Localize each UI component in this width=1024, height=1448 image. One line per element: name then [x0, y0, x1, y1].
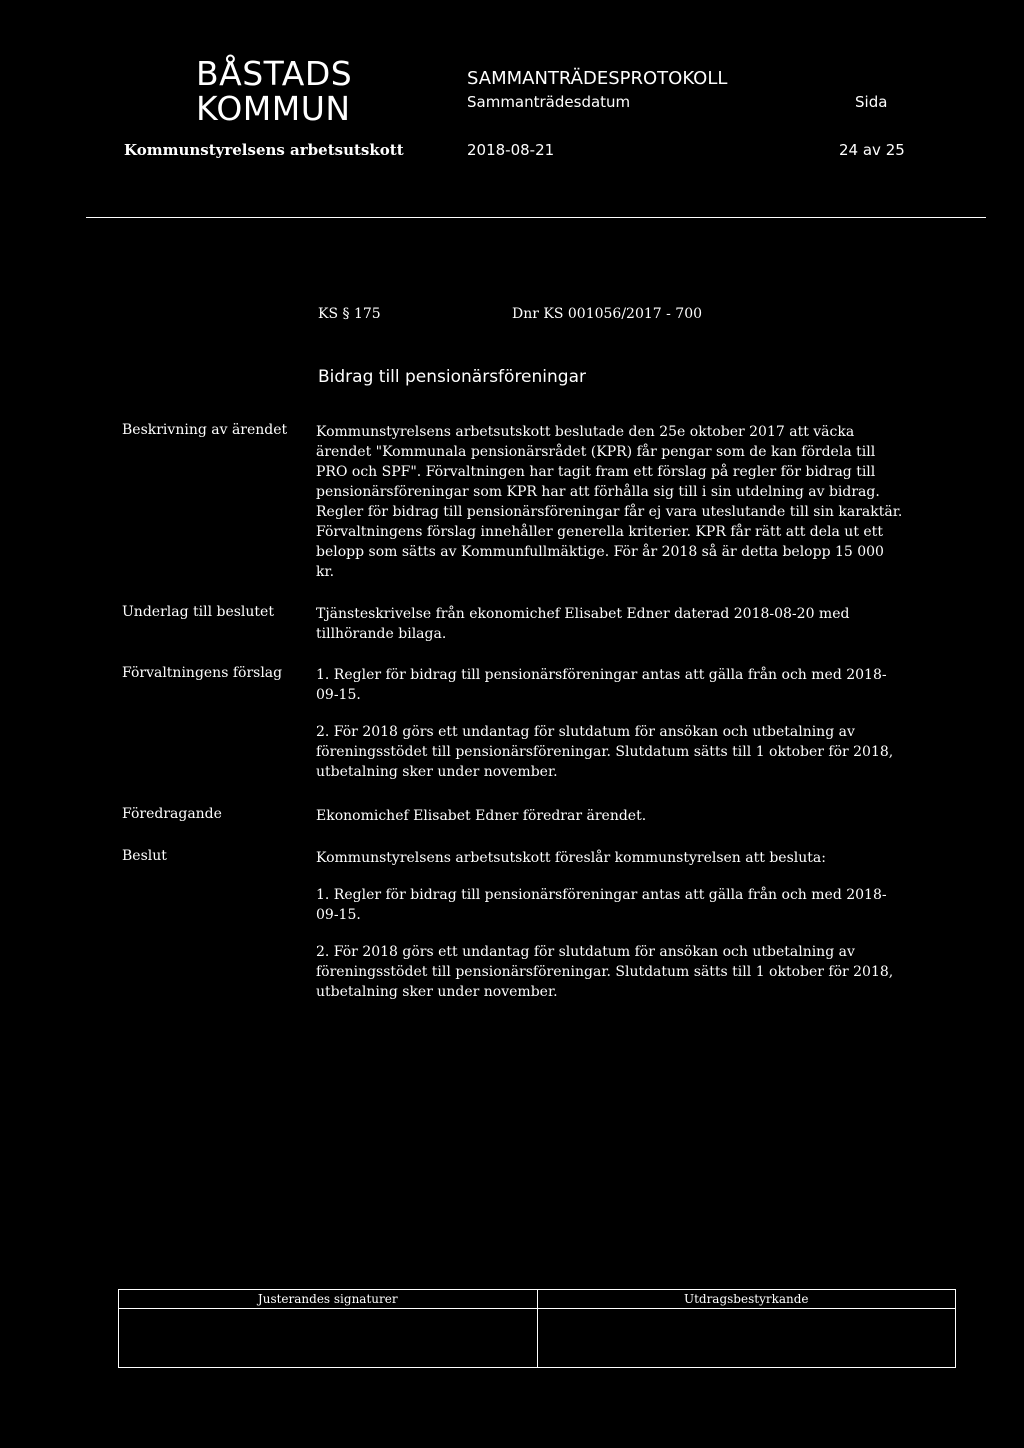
municipality-logo-line2: KOMMUN	[196, 89, 351, 128]
extract-header: Utdragsbestyrkande	[537, 1290, 956, 1309]
signature-table	[118, 1289, 956, 1368]
proposal-item-1: 1. Regler för bidrag till pensionärsföreningar antas att gälla från och med 2018-09-15.	[316, 667, 887, 703]
header-divider	[86, 217, 986, 218]
content-description	[316, 422, 906, 582]
label-decision: Beslut	[122, 848, 167, 864]
page-label: Sida	[855, 93, 888, 111]
decision-intro: Kommunstyrelsens arbetsutskott föreslår kommunstyrelsen att besluta:	[316, 850, 826, 866]
meeting-date-label: Sammanträdesdatum	[467, 93, 631, 111]
document-type: SAMMANTRÄDESPROTOKOLL	[467, 68, 728, 89]
meeting-date-value: 2018-08-21	[467, 141, 555, 159]
paragraph-number: KS § 175	[318, 306, 381, 322]
extract-field	[537, 1309, 956, 1368]
section-title: Bidrag till pensionärsföreningar	[318, 367, 586, 387]
organization-name: Kommunstyrelsens arbetsutskott	[124, 141, 404, 159]
label-description: Beskrivning av ärendet	[122, 422, 288, 438]
page-number-value: 24 av 25	[839, 141, 905, 159]
municipality-logo-line1: BÅSTADS	[196, 54, 353, 93]
content-basis	[316, 604, 906, 644]
signatures-header: Justerandes signaturer	[119, 1290, 538, 1309]
label-basis: Underlag till beslutet	[122, 604, 274, 620]
label-presenter: Föredragande	[122, 806, 222, 822]
description-text: Kommunstyrelsens arbetsutskott beslutade den 25e oktober 2017 att väcka ärendet "Kommunala pensionärsrådet (KPR) får pengar som de kan fördela till PRO och SPF". Förvaltningen har tagit fram ett förslag på regler för bidrag till pensionärsföreningar som KPR har att förhålla sig till i sin utdelning av bidrag. Regler för bidrag till pensionärsföreningar får ej vara uteslutande till sin karaktär. Förvaltningens förslag innehåller generella kriterier. KPR får rätt att dela ut ett belopp som sätts av Kommunfullmäktige. För år 2018 så är detta belopp 15 000 kr.	[316, 424, 903, 580]
label-administration-proposal: Förvaltningens förslag	[122, 665, 283, 681]
registration-number: Dnr KS 001056/2017 - 700	[512, 306, 703, 322]
content-administration-proposal	[316, 665, 906, 782]
content-presenter	[316, 806, 906, 826]
presenter-text: Ekonomichef Elisabet Edner föredrar ärendet.	[316, 808, 647, 824]
decision-item-2: 2. För 2018 görs ett undantag för slutdatum för ansökan och utbetalning av föreningsstödet till pensionärsföreningar. Slutdatum sätts till 1 oktober för 2018, utbetalning sker under november.	[316, 944, 894, 1000]
signatures-field	[119, 1309, 538, 1368]
basis-text: Tjänsteskrivelse från ekonomichef Elisabet Edner daterad 2018-08-20 med tillhörande bilaga.	[316, 606, 850, 642]
content-decision	[316, 848, 906, 1002]
decision-item-1: 1. Regler för bidrag till pensionärsföreningar antas att gälla från och med 2018-09-15.	[316, 887, 887, 923]
proposal-item-2: 2. För 2018 görs ett undantag för slutdatum för ansökan och utbetalning av föreningsstödet till pensionärsföreningar. Slutdatum sätts till 1 oktober för 2018, utbetalning sker under november.	[316, 724, 894, 780]
